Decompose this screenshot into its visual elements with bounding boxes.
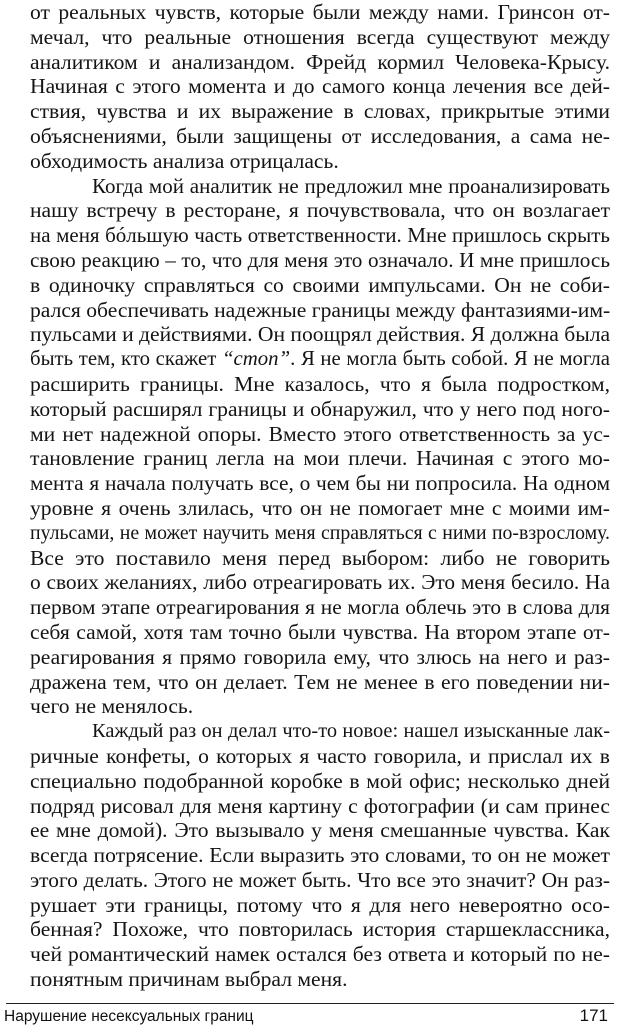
text-line: о своих желаниях, либо отреагировать их. Это меня бесило. На	[30, 570, 610, 595]
text-line: в одиночку справляться со своими импульсами. Он не соби-	[30, 272, 610, 297]
text-line: понятным причинам выбрал меня.	[30, 967, 348, 992]
text-line: Когда мой аналитик не предложил мне проанализировать	[92, 173, 610, 198]
text-line: Каждый раз он делал что-то новое: нашел изысканные лак-	[92, 720, 610, 743]
text-line: свою реакцию – то, что для меня это означало. И мне пришлось	[30, 247, 610, 272]
text-line: всегда потрясение. Если выразить это словами, то он не может	[30, 843, 610, 868]
text-line: рался обеспечивать надежные границы между фантазиями-им-	[30, 297, 611, 322]
text-line: ричные конфеты, о которых я часто говорила, и прислал их в	[30, 743, 610, 768]
text-line: чей романтический намек остался без ответа и который по не-	[30, 942, 610, 967]
text-line: ствия, чувства и их выражение в словах, прикрытые этими	[30, 99, 610, 124]
text-line: мента я начала получать все, о чем бы ни попросила. На одном	[30, 471, 610, 496]
text-line: этого делать. Этого не может быть. Что все это значит? Он раз-	[30, 867, 610, 892]
text-line: подряд рисовал для меня картину с фотографии (и сам принес	[30, 793, 610, 818]
text-line: Начиная с этого момента и до самого конца лечения все дей-	[30, 74, 610, 99]
page-number: 171	[579, 1006, 608, 1025]
text-line: чего не менялось.	[30, 694, 194, 719]
text-line: от реальных чувств, которые были между нами. Гринсон от-	[30, 0, 610, 24]
footer-divider	[6, 1003, 614, 1004]
text-line: на меня бóльшую часть ответственности. Мне пришлось скрыть	[30, 223, 610, 248]
text-line: нашу встречу в ресторане, я почувствовала, что он возлагает	[30, 198, 610, 223]
text-line: ми нет надежной опоры. Вместо этого ответственность за ус-	[30, 421, 610, 446]
emphasized-word: “стоп”	[221, 347, 291, 371]
text-line: объяснениями, были защищены от исследования, а сама не-	[30, 123, 610, 148]
text-line: первом этапе отреагирования я не могла облечь это в слова для	[30, 595, 610, 620]
text-line: реагирования я прямо говорила ему, что злюсь на него и раз-	[30, 644, 610, 669]
text-line: который расширял границы и обнаружил, что у него под ного-	[30, 396, 610, 421]
text-line: пульсами, не может научить меня справляться с ними по-взрослому.	[30, 521, 610, 544]
text-line: Все это поставило меня перед выбором: либо не говорить	[30, 545, 610, 570]
text-line: уровне я очень злилась, что он не помогает мне с моими им-	[30, 495, 610, 520]
text-line: пульсами и действиями. Он поощрял действия. Я должна была	[30, 322, 611, 347]
text-line	[30, 347, 610, 372]
text-segment: быть тем, кто скажет	[30, 347, 222, 371]
text-line: дражена тем, что он делает. Тем не менее в его поведении ни-	[30, 669, 610, 694]
text-line: себя самой, хотя там точно были чувства. На втором этапе от-	[30, 619, 610, 644]
running-footer-title: Нарушение несексуальных границ	[4, 1008, 254, 1025]
text-line: специально подобранной коробке в мой офис; несколько дней	[30, 768, 610, 793]
text-line: бенная? Похоже, что повторилась история старшеклассника,	[30, 917, 610, 942]
text-line: обходимость анализа отрицалась.	[30, 148, 339, 173]
text-line: мечал, что реальные отношения всегда существуют между	[30, 24, 610, 49]
text-line: аналитиком и анализандом. Фрейд кормил Человека-Крысу.	[30, 49, 610, 74]
text-line: ее мне домой). Это вызывало у меня смешанные чувства. Как	[30, 818, 610, 843]
text-line: тановление границ легла на мои плечи. Начиная с этого мо-	[30, 446, 610, 471]
body-text	[30, 0, 610, 992]
text-segment: . Я не могла быть собой. Я не могла	[290, 347, 611, 371]
text-line: расширить границы. Мне казалось, что я была подростком,	[30, 371, 610, 396]
text-line: рушает эти границы, потому что я для него невероятно осо-	[30, 892, 610, 917]
